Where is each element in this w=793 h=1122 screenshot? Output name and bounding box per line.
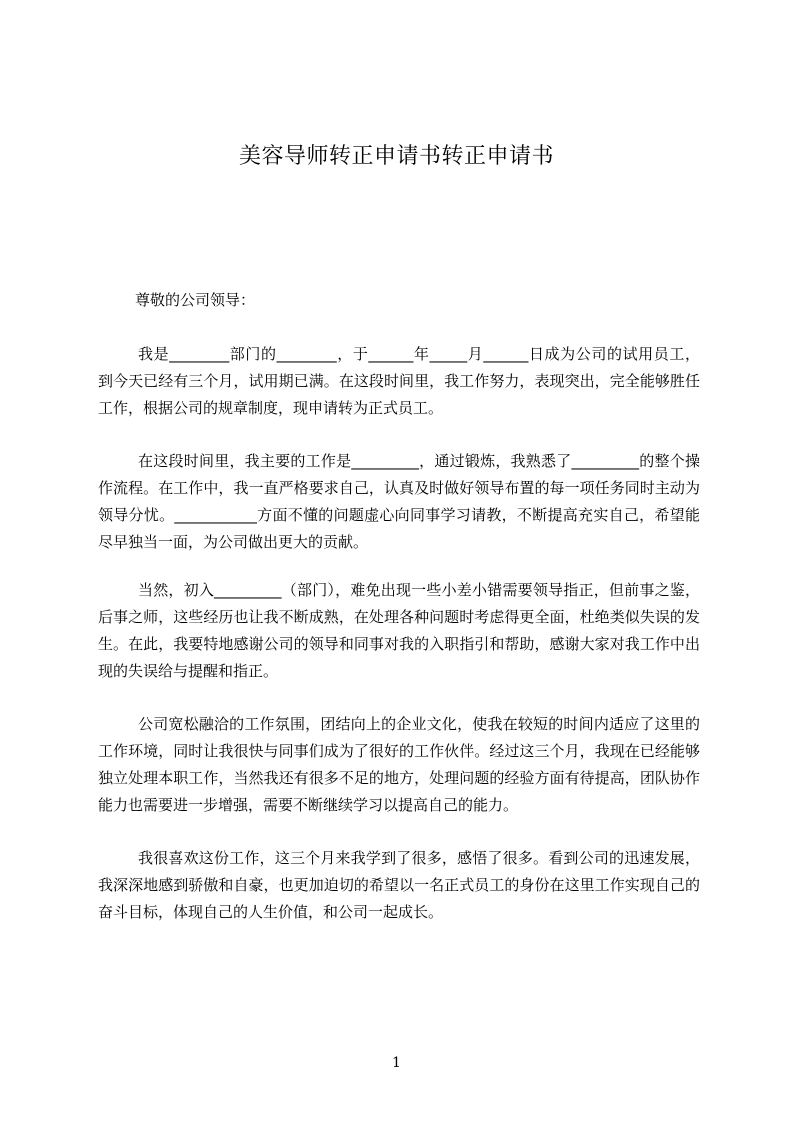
paragraph-3: 当然，初入_________（部门），难免出现一些小差小错需要领导指正，但前事之鉴，后事之师，这些经历也让我不断成熟，在处理各种问题时考虑得更全面，杜绝类似失误的发生。在此，我要特地感谢公司的领导和同事对我的入职指引和帮助，感谢大家对我工作中出现的失误给与提醒和指正。 [98,581,700,680]
document-title: 美容导师转正申请书转正申请书 [238,144,554,169]
paragraph-1: 我是________部门的________，于______年_____月______日成为公司的试用员工，到今天已经有三个月，试用期已满。在这段时间里，我工作努力，表现突出，完全能够胜任工作，根据公司的规章制度，现申请转为正式员工。 [98,345,700,417]
paragraph-4: 公司宽松融洽的工作氛围，团结向上的企业文化，使我在较短的时间内适应了这里的工作环境，同时让我很快与同事们成为了很好的工作伙伴。经过这三个月，我现在已经能够独立处理本职工作，当然我还有很多不足的地方，处理问题的经验方面有待提高，团队协作能力也需要进一步增强，需要不断继续学习以提高自己的能力。 [98,715,700,814]
page-number: 1 [392,1055,401,1071]
paragraph-2: 在这段时间里，我主要的工作是_________，通过锻炼，我熟悉了_________的整个操作流程。在工作中，我一直严格要求自己，认真及时做好领导布置的每一项任务同时主动为领导分忧。___________方面不懂的问题虚心向同事学习请教，不断提高充实自己，希望能尽早独当一面，为公司做出更大的贡献。 [98,452,700,551]
salutation: 尊敬的公司领导： [135,291,256,309]
paragraph-5: 我很喜欢这份工作，这三个月来我学到了很多，感悟了很多。看到公司的迅速发展，我深深地感到骄傲和自豪，也更加迫切的希望以一名正式员工的身份在这里工作实现自己的奋斗目标，体现自己的人生价值，和公司一起成长。 [98,849,700,921]
